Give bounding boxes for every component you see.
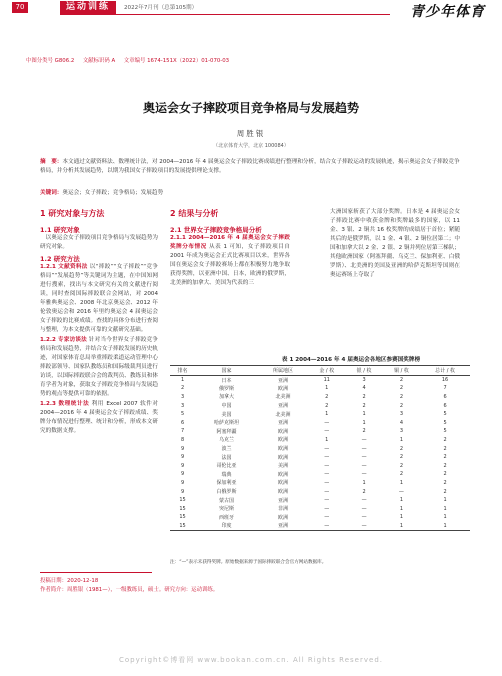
para-1-2-2-text: 针对当今世界女子摔跤竞争格局和发展趋势，并结合女子摔跤发展的历史轨迹，对国家体育总局举重摔跤柔道运动管理中心摔跤部领导、国家队教练员和国际级裁判员进行访谈，以国际摔跤联合会的裁判员、教练员和体育学者为对象，获取女子摔跤竞争格局与发展趋势的观点等提供可靠的依据。 (40, 337, 158, 397)
table-cell: 1 (399, 497, 404, 504)
table-cell: 1 (399, 436, 404, 443)
table-row (170, 393, 470, 402)
section-heading-2: 2 结果与分析 (170, 209, 219, 218)
abstract (40, 158, 465, 176)
table-cell: 1 (420, 522, 470, 531)
para-1-2-1-text: 以“摔跤”“女子摔跤”“竞争格局”“发展趋势”等关键词为主题，在中国知网进行搜索，找出与本文研究有关的文献进行阅读，同时查阅国际摔跤联合会网站，对 2004 年雅典奥运会、2008 年北京奥运会、2012 年伦敦奥运会和 2016 年里约奥运会 4 届奥运会女子摔跤的比赛成绩。查找的具体分布进行查阅与整理，为本文提供可靠的文献研究基础。 (40, 264, 158, 333)
table-cell: — (345, 522, 382, 531)
table-cell: 2 (443, 445, 447, 452)
table-cell: 2 (180, 385, 185, 392)
table-row (170, 522, 470, 531)
table-cell: 哈萨克斯坦 (214, 420, 240, 427)
table-cell: 北美洲 (275, 394, 291, 401)
table-cell: — (361, 505, 367, 512)
table-cell: 3 (399, 411, 404, 418)
table-cell: 非洲 (277, 506, 288, 513)
table-cell: — (361, 436, 367, 443)
table-cell: 2 (443, 454, 447, 461)
received-date: 投稿日期：2020-12-18 (40, 578, 99, 584)
table-cell: 1 (443, 497, 447, 504)
table-cell: 乌克兰 (219, 437, 235, 444)
header-rule (60, 14, 390, 15)
table-cell: 蒙古国 (219, 497, 235, 504)
table-cell: 中国 (221, 403, 232, 410)
table-cell: 2 (325, 393, 329, 400)
table-cell: 白俄罗斯 (216, 489, 237, 496)
table-cell: 5 (443, 419, 447, 426)
table-cell: 1 (362, 419, 366, 426)
table-cell: 5 (443, 411, 447, 418)
table-cell: 2 (443, 462, 447, 469)
table-cell: — (324, 497, 330, 504)
article-number: 文章编号 1674-151X（2022）01-070-03 (123, 58, 230, 64)
header-gold: 金 / 枚 (308, 366, 345, 376)
table-cell: 4 (362, 385, 366, 392)
table-cell: — (324, 462, 330, 469)
table-cell: 3 (399, 428, 404, 435)
table-cell: — (361, 445, 367, 452)
table-header-row (170, 366, 470, 376)
table-cell: 5 (443, 428, 447, 435)
table-cell: — (361, 514, 367, 521)
table-cell: 2 (362, 402, 366, 409)
para-2-1-1 (170, 234, 290, 288)
table-cell: 保加利亚 (216, 480, 237, 487)
table-cell: 2 (399, 454, 404, 461)
journal-logo: 青少年体育 (410, 4, 485, 20)
table-cell: 1 (443, 514, 447, 521)
page-number: 70 (12, 2, 28, 13)
table-cell: 1 (325, 411, 329, 418)
table-cell: — (324, 514, 330, 521)
subsection-2-1: 2.1 世界女子摔跤竞争格局分析 (170, 226, 262, 234)
para-2-1-1-text: 从表 1 可知，女子摔跤项目自 2001 年成为奥运会正式比赛项目以来，世界各国在奥运会女子摔跤赛场上都在积极努力地争取获得奖牌，以亚洲中国、日本，欧洲的俄罗斯，北美洲的加拿大、美国为代表的三 (170, 244, 290, 286)
author-affiliation: （北京体育大学，北京 100084） (213, 143, 289, 149)
table-cell: 2 (362, 428, 366, 435)
table-cell: 俄罗斯 (219, 385, 235, 392)
table-cell: 9 (180, 471, 185, 478)
table-cell: — (324, 488, 330, 495)
table-cell: 亚洲 (277, 497, 288, 504)
table-cell: — (324, 428, 330, 435)
article-meta (26, 56, 229, 64)
table-cell: — (324, 445, 330, 452)
table-cell: 1 (325, 436, 329, 443)
middle-column (170, 208, 290, 288)
subsection-2-1-1: 2.1.1 2004—2016 年 4 届奥运会女子摔跤奖牌分布情况 (170, 235, 290, 250)
table-cell: — (324, 419, 330, 426)
table-cell: 突尼斯 (219, 506, 235, 513)
section-heading-1: 1 研究对象与方法 (40, 209, 105, 218)
table-row (170, 470, 470, 479)
table-cell: 15 (179, 497, 186, 504)
table-cell: — (324, 454, 330, 461)
table-cell: 欧洲 (277, 437, 288, 444)
table-cell: 1 (362, 479, 366, 486)
table-row (170, 436, 470, 445)
table-cell: — (324, 471, 330, 478)
subsection-1-2-2: 1.2.2 专家访谈法 (40, 337, 87, 343)
doc-code: 文献标识码 A (82, 58, 116, 64)
table-cell: 2 (399, 462, 404, 469)
header-total: 总计 / 枚 (420, 366, 470, 376)
table-cell: 印度 (195, 522, 258, 531)
table-cell: 瑞典 (221, 471, 232, 478)
table-cell: 6 (443, 393, 447, 400)
article-author: 周胜银 (236, 129, 266, 138)
table-cell: 3 (180, 402, 185, 409)
table-row (170, 479, 470, 488)
table-cell: 9 (180, 454, 185, 461)
table-cell: 欧洲 (277, 454, 288, 461)
table-cell: 1 (362, 411, 366, 418)
table-cell: 日本 (221, 377, 232, 384)
table-cell: 哥伦比亚 (216, 463, 237, 470)
table-cell: 15 (170, 522, 195, 531)
table-cell: 加拿大 (219, 394, 235, 401)
article-title: 奥运会女子摔跤项目竞争格局与发展趋势 (142, 101, 359, 115)
column-name-badge: 运动训练 (60, 1, 116, 14)
table-cell: 1 (399, 505, 404, 512)
table-cell: 9 (180, 445, 185, 452)
table-cell: 欧洲 (277, 480, 288, 487)
table-cell: 7 (180, 428, 185, 435)
table-cell: 2 (443, 479, 447, 486)
footnote-rule (40, 572, 152, 573)
table-cell: 15 (179, 505, 186, 512)
table-cell: 9 (180, 479, 185, 486)
table-cell: — (361, 497, 367, 504)
copyright-watermark: Copyright©博看网 www.bookan.com.cn. All Rights Reserved. (118, 656, 383, 664)
table-cell: 2 (399, 402, 404, 409)
left-column (40, 208, 158, 436)
table-cell: 1 (383, 522, 420, 531)
table-cell: — (361, 454, 367, 461)
table-cell: 波兰 (221, 446, 232, 453)
header-silver: 银 / 枚 (345, 366, 382, 376)
table-cell: 15 (179, 514, 186, 521)
table-cell: 美国 (221, 411, 232, 418)
table-cell: 美洲 (277, 463, 288, 470)
para-1-2-3-text: 利用 Excel 2007 软件对 2004—2016 年 4 届奥运会女子摔跤成绩、奖牌分布情况进行整理、统计和分析，形成本文研究的数据支撑。 (40, 401, 159, 434)
table-cell: — (361, 471, 367, 478)
table-cell: 8 (180, 436, 185, 443)
table-cell: 2 (362, 393, 366, 400)
table-cell: — (324, 505, 330, 512)
para-1-2-2 (40, 336, 158, 399)
para-1-2-1 (40, 263, 158, 335)
table-row (170, 410, 470, 419)
subsection-1-2-3: 1.2.3 数理统计法 (40, 401, 90, 407)
table-cell: 欧洲 (277, 446, 288, 453)
keywords (40, 188, 465, 196)
table-cell: 1 (325, 385, 329, 392)
table-cell: 2 (399, 393, 404, 400)
table-row (170, 401, 470, 410)
table-cell: 亚洲 (258, 522, 308, 531)
clc-code: 中图分类号 G806.2 (26, 58, 75, 64)
table-cell: 6 (443, 402, 447, 409)
header-country: 国家 (195, 366, 258, 376)
para-1-1: 以奥运会女子摔跤项目竞争格局与发展趋势为研究对象。 (40, 235, 158, 250)
table-cell: 9 (180, 462, 185, 469)
para-right: 大洲国家斩获了大部分奖牌。日本是 4 届奥运会女子摔跤比赛中收获金牌和奖牌最多的国家，以 11 金、3 银、2 铜共 16 枚奖牌的成绩居于首位；紧随其后的是俄罗斯，以 1 金、4 银、2 铜位居第二；中国和加拿大以 2 金、2 银、2 铜并列位居第三梯队；其他欧洲国家（阿塞拜疆、乌克兰、保加利亚、白俄罗斯）、北美洲的美国及亚洲的哈萨克斯坦等国则在奥运赛场上夺取了 (330, 209, 460, 278)
table-cell: — (398, 488, 404, 495)
table-cell: — (324, 479, 330, 486)
table-cell: 4 (399, 419, 404, 426)
table-row (170, 418, 470, 427)
keywords-text: 奥运会；女子摔跤；竞争格局；发展趋势 (62, 190, 164, 196)
table-cell: 欧洲 (277, 471, 288, 478)
table-cell: 1 (399, 514, 404, 521)
table-cell: 2 (399, 377, 404, 384)
header-region: 所属地区 (258, 366, 308, 376)
table-cell: 5 (180, 411, 185, 418)
table-cell: 阿塞拜疆 (216, 428, 237, 435)
table-row (170, 487, 470, 496)
table-cell: 亚洲 (277, 403, 288, 410)
keywords-label: 关键词： (40, 190, 63, 196)
abstract-text: 本文通过文献资料法、数理统计法，对 2004—2016 年 4 届奥运会女子摔跤比赛成绩进行整理和分析，结合女子摔跤运动的发展轨迹，揭示奥运会女子摔跤竞争格局，并分析其发展趋势，以期为我国女子摔跤项目的发展提供理论支撑。 (40, 159, 460, 174)
table-cell: 7 (443, 385, 447, 392)
table-cell: 2 (399, 445, 404, 452)
author-bio: 作者简介：周胜银（1981—），一级教练员，硕士。研究方向：运动训练。 (40, 587, 219, 593)
subsection-1-1: 1.1 研究对象 (40, 226, 80, 234)
table-row (170, 513, 470, 522)
table-cell: 11 (323, 377, 330, 384)
table-row (170, 461, 470, 470)
table-cell: 1 (180, 377, 185, 384)
table-note: 注：“—”表示未获得奖牌。原始数据来源于国际摔跤联合会官方网站数据库。 (170, 560, 327, 565)
medal-table (170, 365, 470, 531)
para-1-2-3 (40, 400, 158, 436)
table-cell: 2 (399, 385, 404, 392)
table-caption: 表 1 2004—2016 年 4 届奥运会各地区参赛国奖牌榜 (281, 357, 421, 363)
table-cell: 欧洲 (277, 385, 288, 392)
table-cell: 1 (399, 479, 404, 486)
table-cell: 西班牙 (219, 514, 235, 521)
table-cell: 2 (443, 436, 447, 443)
table-cell: 6 (180, 419, 185, 426)
table-cell: 2 (443, 488, 447, 495)
table-cell: — (361, 462, 367, 469)
table-row (170, 444, 470, 453)
table-row (170, 453, 470, 462)
subsection-1-2: 1.2 研究方法 (40, 255, 80, 263)
table-cell: 2 (443, 471, 447, 478)
right-column (330, 208, 460, 280)
table-cell: 欧洲 (277, 428, 288, 435)
table-cell: 法国 (221, 454, 232, 461)
table-cell: 亚洲 (277, 420, 288, 427)
header-rank: 排名 (170, 366, 195, 376)
table-cell: 3 (362, 377, 366, 384)
table-cell: 亚洲 (277, 377, 288, 384)
abstract-label: 摘 要： (40, 159, 63, 165)
table-row (170, 427, 470, 436)
table-cell: 2 (325, 402, 329, 409)
table-cell: 欧洲 (277, 489, 288, 496)
table-cell: 16 (441, 377, 449, 384)
table-cell: 1 (443, 505, 447, 512)
table-cell: 欧洲 (277, 514, 288, 521)
table-cell: 3 (180, 393, 185, 400)
table-cell: 9 (180, 488, 185, 495)
issue-info: 2022年7月刊（总第105期） (124, 5, 198, 11)
subsection-1-2-1: 1.2.1 文献资料法 (40, 264, 88, 270)
table-cell: 北美洲 (275, 411, 291, 418)
table-cell: 2 (399, 471, 404, 478)
table-cell: — (308, 522, 345, 531)
header-bronze: 铜 / 枚 (383, 366, 420, 376)
table-cell: 2 (362, 488, 366, 495)
table-row (170, 504, 470, 513)
table-row (170, 496, 470, 505)
table-row (170, 376, 470, 385)
table-row (170, 384, 470, 393)
